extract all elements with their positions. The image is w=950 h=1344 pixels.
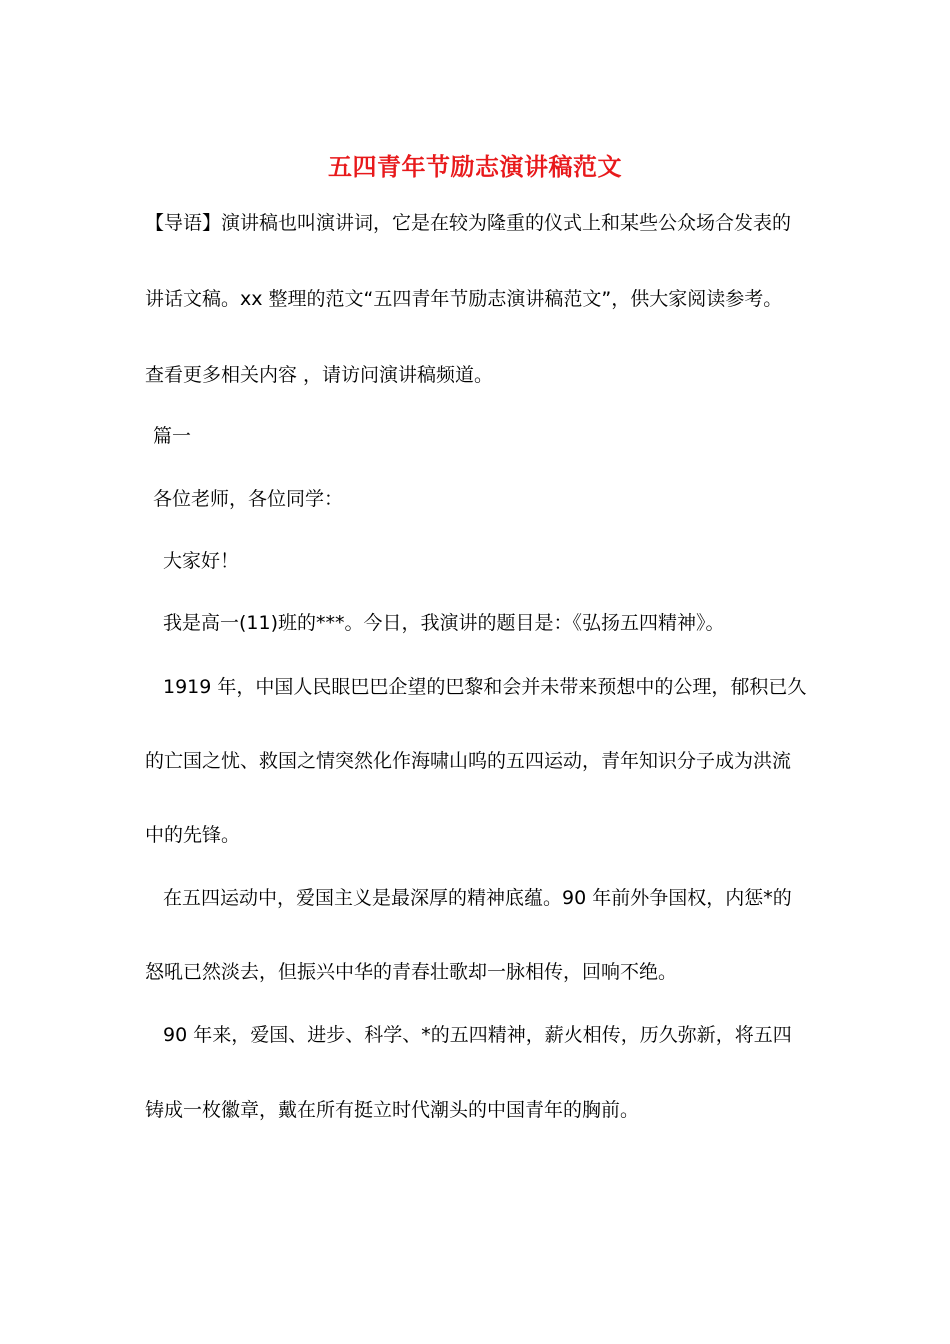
greeting: 大家好！ [163,550,240,572]
paragraph-3-line-1: 90 年来，爱国、进步、科学、*的五四精神，薪火相传，历久弥新，将五四 [163,1024,792,1046]
paragraph-1-line-1: 1919 年，中国人民眼巴巴企望的巴黎和会并未带来预想中的公理，郁积已久 [163,676,807,698]
paragraph-3-line-2: 铸成一枚徽章，戴在所有挺立时代潮头的中国青年的胸前。 [145,1099,640,1121]
paragraph-2-line-2: 怒吼已然淡去，但振兴中华的青春壮歌却一脉相传，回响不绝。 [145,961,678,983]
paragraph-2-line-1: 在五四运动中，爱国主义是最深厚的精神底蕴。90 年前外争国权，内惩*的 [163,887,792,909]
salutation: 各位老师，各位同学： [153,488,344,510]
section-heading: 篇一 [153,425,192,447]
document-title: 五四青年节励志演讲稿范文 [328,153,622,181]
paragraph-1-line-3: 中的先锋。 [145,824,241,846]
intro-line-3: 查看更多相关内容 ，请访问演讲稿频道。 [145,364,494,386]
intro-line-2: 讲话文稿。xx 整理的范文“五四青年节励志演讲稿范文”，供大家阅读参考。 [145,288,783,310]
paragraph-1-line-2: 的亡国之忧、救国之情突然化作海啸山呜的五四运动，青年知识分子成为洪流 [145,750,792,772]
intro-line-1: 【导语】演讲稿也叫演讲词，它是在较为隆重的仪式上和某些公众场合发表的 [145,212,792,234]
self-introduction: 我是高一(11)班的***。今日，我演讲的题目是：《弘扬五四精神》。 [163,612,725,634]
